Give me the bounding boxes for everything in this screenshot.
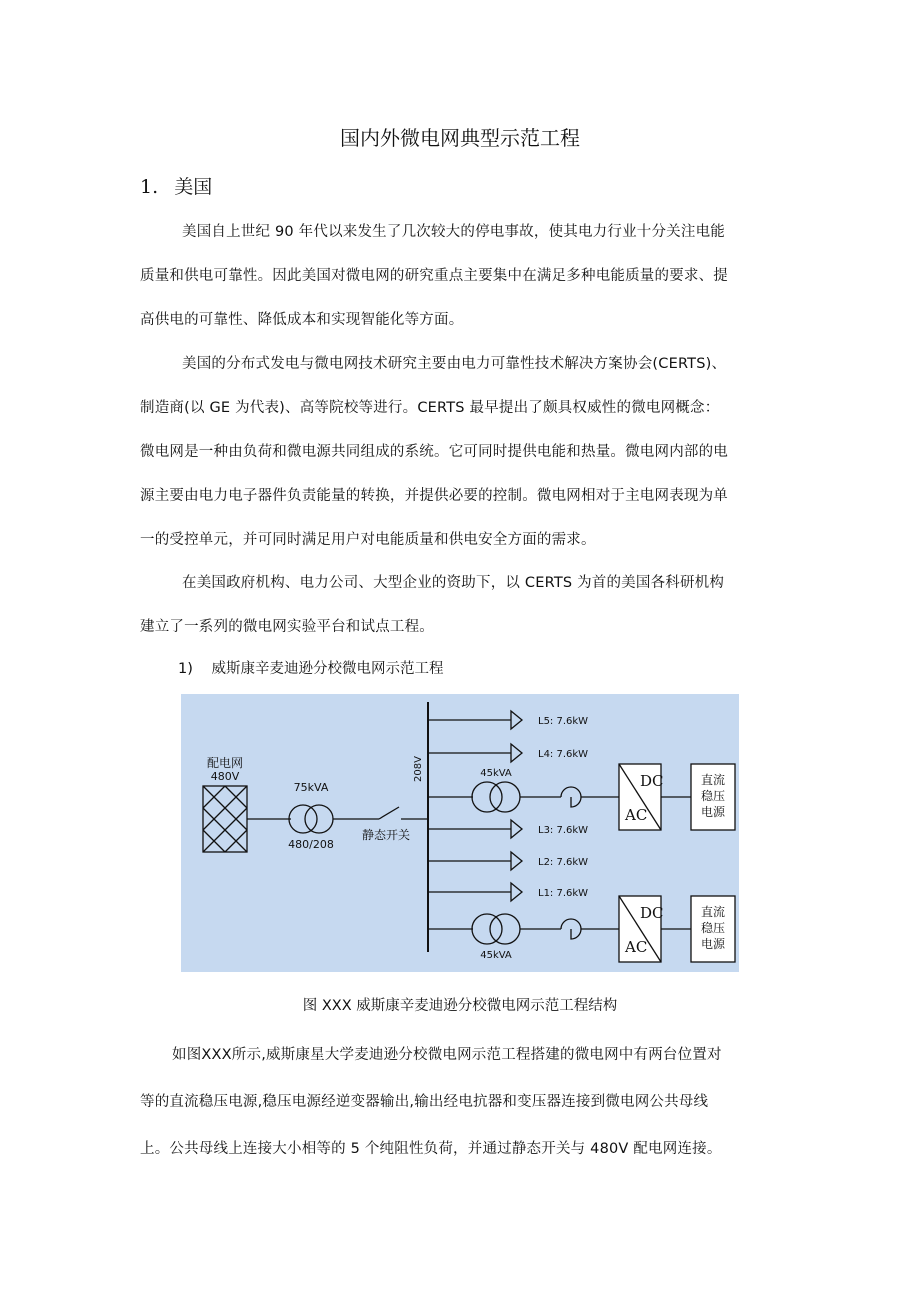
paragraph-line: 源主要由电力电子器件负责能量的转换，并提供必要的控制。微电网相对于主电网表现为单 <box>140 488 728 504</box>
paragraph-line: 等的直流稳压电源,稳压电源经逆变器输出,输出经电抗器和变压器连接到微电网公共母线 <box>140 1094 709 1110</box>
document-title: 国内外微电网典型示范工程 <box>340 126 580 150</box>
section-number: 1. <box>140 176 159 198</box>
upper-dc-source-line: 电源 <box>700 805 726 819</box>
upper-inverter-dc: DC <box>640 772 664 790</box>
lower-dc-source-line: 稳压 <box>700 921 726 935</box>
upper-transformer-rating: 45kVA <box>480 768 512 779</box>
subsection-heading <box>178 657 444 678</box>
lower-transformer-rating: 45kVA <box>480 950 512 961</box>
paragraph-line: 美国自上世纪 90 年代以来发生了几次较大的停电事故，使其电力行业十分关注电能 <box>182 224 725 240</box>
grid-voltage: 480V <box>210 770 240 783</box>
load-l4-label: L4: 7.6kW <box>538 749 589 760</box>
bus-voltage: 208V <box>413 756 424 782</box>
transformer-ratio: 480/208 <box>288 838 334 851</box>
subsection-title: 威斯康辛麦迪逊分校微电网示范工程 <box>211 661 444 677</box>
load-l3-label: L3: 7.6kW <box>538 825 589 836</box>
grid-box <box>203 786 247 852</box>
load-l5-label: L5: 7.6kW <box>538 716 589 727</box>
upper-inverter-ac: AC <box>625 806 648 824</box>
lower-dc-source-line: 电源 <box>700 937 726 951</box>
paragraph-line: 如图XXX所示,威斯康星大学麦迪逊分校微电网示范工程搭建的微电网中有两台位置对 <box>172 1047 722 1063</box>
subsection-number: 1) <box>178 661 193 677</box>
paragraph-line: 建立了一系列的微电网实验平台和试点工程。 <box>140 619 434 635</box>
upper-dc-source-line: 直流 <box>700 773 726 787</box>
paragraph-line: 微电网是一种由负荷和微电源共同组成的系统。它可同时提供电能和热量。微电网内部的电 <box>140 444 728 460</box>
section-heading <box>140 172 212 199</box>
lower-inverter-ac: AC <box>625 938 648 956</box>
paragraph-line: 制造商(以 GE 为代表)、高等院校等进行。CERTS 最早提出了颇具权威性的微电网概念： <box>140 400 720 416</box>
figure-caption: 图 XXX 威斯康辛麦迪逊分校微电网示范工程结构 <box>302 998 618 1014</box>
paragraph-line: 在美国政府机构、电力公司、大型企业的资助下，以 CERTS 为首的美国各科研机构 <box>182 575 725 591</box>
load-l1-label: L1: 7.6kW <box>538 888 589 899</box>
paragraph-line: 上。公共母线上连接大小相等的 5 个纯阻性负荷，并通过静态开关与 480V 配电网连接。 <box>140 1141 722 1157</box>
paragraph-line: 一的受控单元，并可同时满足用户对电能质量和供电安全方面的需求。 <box>140 532 596 548</box>
microgrid-diagram <box>181 694 739 972</box>
load-l2-label: L2: 7.6kW <box>538 857 589 868</box>
transformer-rating: 75kVA <box>293 781 329 794</box>
section-title: 美国 <box>174 176 213 198</box>
paragraph-line: 质量和供电可靠性。因此美国对微电网的研究重点主要集中在满足多种电能质量的要求、提 <box>140 268 728 284</box>
paragraph-line: 美国的分布式发电与微电网技术研究主要由电力可靠性技术解决方案协会(CERTS)、 <box>182 356 727 372</box>
static-switch-label: 静态开关 <box>361 828 411 842</box>
paragraph-line: 高供电的可靠性、降低成本和实现智能化等方面。 <box>140 312 464 328</box>
upper-dc-source-line: 稳压 <box>700 789 726 803</box>
lower-inverter-dc: DC <box>640 904 664 922</box>
lower-dc-source-line: 直流 <box>700 905 726 919</box>
grid-label: 配电网 <box>206 756 244 770</box>
